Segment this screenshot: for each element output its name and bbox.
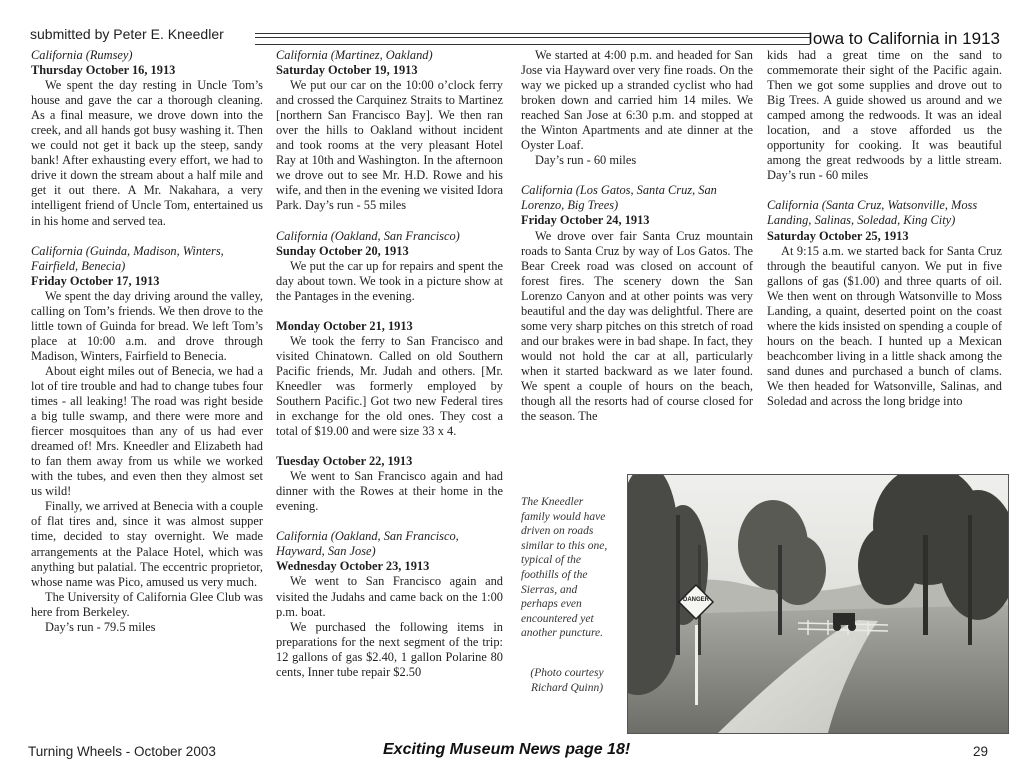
photo-caption: The Kneedler family would have driven on roads similar to this one, typical of the foothills of the Sierras, and perhaps even encountered yet another puncture. [521, 496, 608, 640]
entry-paragraph: We went to San Francisco again and had dinner with the Rowes at their home in the evening. [276, 469, 503, 514]
entry-place: California (Oakland, San Francisco) [276, 228, 460, 243]
entry-place: California (Rumsey) [31, 48, 133, 62]
entry-paragraph: We put our car on the 10:00 o’clock ferry and crossed the Carquinez Straits to Martinez [northern San Francisco Bay]. We then ran over the hills to Oakland without incident and took rooms at the very pleasant Hotel Ray at 10th and Washington. In the afternoon we drove out to see Mr. H.D. Rowe and his wife, and then in the evening we visited Idora Park. Day’s run - 55 miles [276, 78, 503, 213]
entry-place: California (Guinda, Madison, Winters, Fairfield, Benecia) [31, 243, 224, 273]
entry-place: California (Oakland, San Francisco, Hayward, San Jose) [276, 529, 459, 559]
entry-date: Saturday October 19, 1913 [276, 63, 418, 78]
entry-date: Friday October 24, 1913 [521, 213, 650, 228]
entry-place: California (Los Gatos, Santa Cruz, San Lorenzo, Big Trees) [521, 183, 717, 213]
entry-place: California (Santa Cruz, Watsonville, Moss Landing, Salinas, Soledad, King City) [767, 198, 978, 228]
submitter-credit: submitted by Peter E. Kneedler [30, 26, 224, 42]
entry-paragraph: Finally, we arrived at Benecia with a couple of flat tires and, since it was almost supper time, decided to stay overnight. We made arrangements at the Palace Hotel, which was anything but palatial. The eccentric proprietor, whose name was Pico, amused us very much. [31, 499, 264, 589]
entry-paragraph: Day’s run - 60 miles [535, 153, 637, 168]
entry-date: Thursday October 16, 1913 [31, 63, 176, 78]
entry-date: Monday October 21, 1913 [276, 318, 413, 333]
danger-sign-text: DANGER [682, 597, 709, 603]
photo-credit: (Photo courtesy Richard Quinn) [530, 667, 604, 694]
entry-paragraph: We put the car up for repairs and spent the day about town. We took in a picture show at the Pantages in the evening. [276, 258, 503, 303]
entry-paragraph: We started at 4:00 p.m. and headed for San Jose via Hayward over very fine roads. On the way we picked up a stranded cyclist who had broken down and carried him 14 miles. We reached San Jose at 6:30 p.m. and stopped at the Winton Apartments and ate dinner at the Oyster Loaf. [521, 48, 753, 153]
entry-date: Tuesday October 22, 1913 [276, 454, 413, 469]
entry-paragraph: We purchased the following items in preparations for the next segment of the trip: 12 gallons of gas $2.40, 1 gallon Polarine 80 cents, Inner tube repair $2.50 [276, 619, 503, 679]
publication-issue: Turning Wheels - October 2003 [28, 744, 216, 759]
article-column-2 [276, 48, 503, 680]
series-title: Iowa to California in 1913 [808, 29, 1000, 48]
article-column-1 [31, 48, 263, 635]
entry-paragraph: kids had a great time on the sand to commemorate their sight of the Pacific again. Then we got some supplies and drove out to Big Trees. A guide showed us around and we camped among the redwoods. It was an ideal location, and a stove afforded us the opportunity for cooking. It was beautiful among the great redwoods by a little stream. Day’s run - 60 miles [767, 48, 1002, 183]
page-number: 29 [972, 744, 988, 759]
entry-paragraph: We went to San Francisco again and visited the Judahs and came back on the 1:00 p.m. boat. [276, 574, 503, 619]
entry-date: Wednesday October 23, 1913 [276, 559, 430, 574]
entry-paragraph: We took the ferry to San Francisco and visited Chinatown. Called on old Southern Pacific friends, Mr. Judah and others. [Mr. Kneedler was formerly employed by Southern Pacific.] Got two new Federal tires in exchange for the old ones. They cost a total of $19.00 and were size 33 x 4. [276, 333, 503, 439]
entry-paragraph: We spent the day resting in Uncle Tom’s house and gave the car a thorough cleaning. As a final measure, we drove down into the creek, and all hands got busy washing it. Then we could not get it back up the steep, sandy bank! After exhausting every effort, we had to drive it down the stream about a half mile and get it out there. A Mr. Nakahara, a very intelligent friend of Uncle Tom, entertained us in his home and served tea. [31, 78, 263, 228]
entry-place: California (Martinez, Oakland) [276, 48, 433, 62]
road-photo-image [628, 475, 1008, 733]
entry-paragraph: At 9:15 a.m. we started back for Santa Cruz through the beautiful canyon. We put in five gallons of gas ($1.00) and three quarts of oil. We then went on through Watsonville to Moss Landing, a quaint, deserted point on the coast where the kids insisted on spending a couple of hours on the beach. I hunted up a Mexican beachcomber living in a little shack among the sand dunes and purchased a bunch of clams. We then headed for Watsonville, Salinas, and Soledad and across the long bridge into [767, 243, 1002, 409]
entry-paragraph: The University of California Glee Club was here from Berkeley. [31, 589, 263, 619]
entry-paragraph: We spent the day driving around the valley, calling on Tom’s friends. We then drove to the little town of Guinda for bread. We left Tom’s place at 10:00 a.m. and drove through Madison, Winters, Fairfield to Benecia. [31, 288, 263, 363]
promo-link: Exciting Museum News page 18! [383, 741, 631, 758]
entry-paragraph: About eight miles out of Benecia, we had a lot of tire trouble and had to change tubes four times - all leaking! The road was right beside a big tulle swamp, and there were more and fiercer mosquitoes than any of us had ever dreamed of! Mrs. Kneedler and Elizabeth had to fan them away from us while we worked with the tubes, and even then they almost set us wild! [31, 363, 263, 499]
entry-date: Sunday October 20, 1913 [276, 243, 409, 258]
header-rule [255, 33, 810, 45]
article-column-4 [767, 48, 1002, 409]
road-photo [627, 474, 1009, 734]
entry-date: Saturday October 25, 1913 [767, 228, 909, 243]
article-column-3 [521, 48, 753, 424]
entry-date: Friday October 17, 1913 [31, 273, 160, 288]
entry-paragraph: We drove over fair Santa Cruz mountain roads to Santa Cruz by way of Los Gatos. The Bear Creek road was closed on account of forest fires. The scenery down the San Lorenzo Canyon and at other points was very beautiful and the day was delightful. There are some very sharp pitches on this stretch of road and our brakes were in bad shape. In fact, they would not hold the car at all, particularly when it started backward as we later found. We spent a couple of hours on the beach, though all the resorts had of course closed for the season. The [521, 228, 753, 424]
entry-paragraph: Day’s run - 79.5 miles [45, 619, 156, 634]
